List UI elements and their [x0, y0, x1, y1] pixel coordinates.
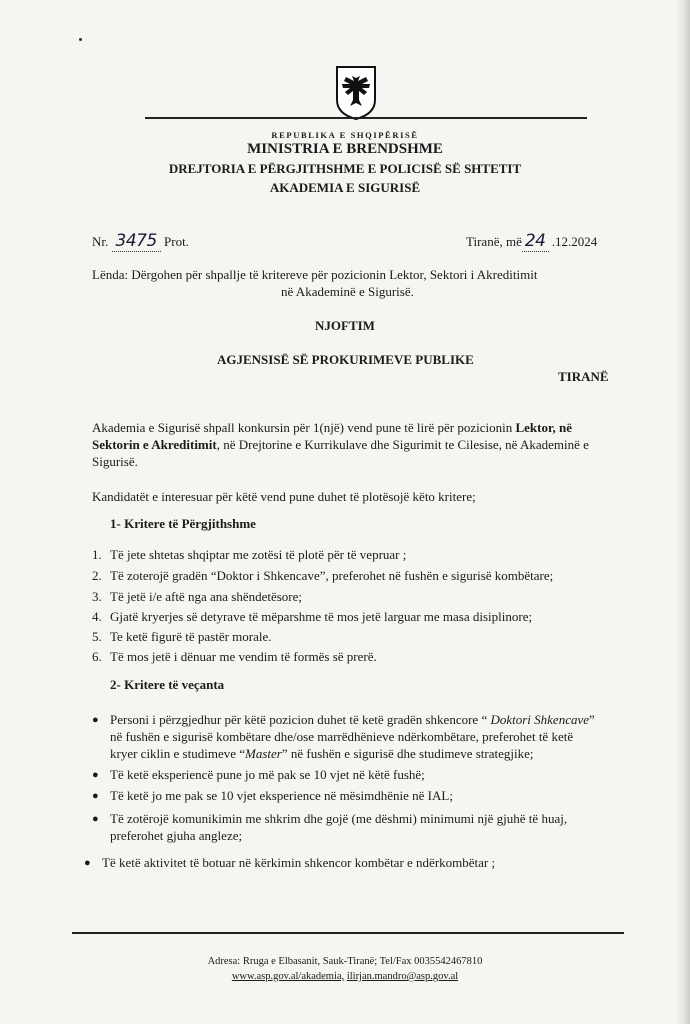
recipient-city: TIRANË [558, 369, 609, 384]
notice-title: NJOFTIM [315, 318, 375, 333]
criteria-1-text-a: Personi i përzgjedhur për këtë pozicion duhet të ketë gradën shkencore “ [110, 712, 491, 727]
list-number: 5. [92, 629, 102, 644]
list-item-text: Të mos jetë i dënuar me vendim të formës së prerë. [110, 649, 377, 664]
footer-address: Adresa: Rruga e Elbasanit, Sauk-Tiranë; Tel/Fax 0035542467810 [207, 956, 483, 967]
bullet-icon: ● [92, 790, 99, 802]
criteria-1-degree-italic: Doktori Shkencave [490, 712, 590, 727]
list-item-text: Të jetë i/e aftë nga ana shëndetësore; [110, 589, 303, 604]
document-date [466, 231, 597, 251]
special-criteria-4-line-1: Të zotërojë komunikimin me shkrim dhe gojë (me dëshmi) minimumi një gjuhë të huaj, [110, 811, 568, 826]
protocol-number [92, 231, 189, 251]
albanian-eagle-emblem-icon [334, 64, 378, 120]
ministry-title: MINISTRIA E BRENDSHME [247, 141, 443, 157]
special-criteria-5: Të ketë aktivitet të botuar në kërkimin shkencor kombëtar e ndërkombëtar ; [102, 855, 496, 870]
special-criteria-3: Të ketë jo me pak se 10 vjet eksperience në mësimdhënie në IAL; [110, 788, 453, 803]
nr-label: Nr. [92, 234, 109, 249]
criteria-1-master-italic: Master [245, 746, 282, 761]
list-number: 3. [92, 589, 102, 604]
section-1-heading: 1- Kritere të Përgjithshme [110, 516, 256, 531]
general-criteria-item [92, 547, 406, 563]
month-year: .12.2024 [551, 234, 598, 249]
day-handwritten-value: 24 [522, 231, 549, 252]
place-label: Tiranë, më [466, 234, 522, 249]
candidates-line: Kandidatët e interesuar për këtë vend pune duhet të plotësojë këto kritere; [92, 489, 476, 504]
header-rule [145, 117, 587, 119]
bullet-icon: ● [92, 813, 99, 825]
intro-line-3: Sigurisë. [92, 454, 138, 469]
subject-line-2: në Akademinë e Sigurisë. [281, 284, 414, 299]
republic-label: REPUBLIKA E SHQIPËRISË [271, 130, 419, 140]
section-2-heading: 2- Kritere të veçanta [110, 677, 225, 692]
scan-edge-shadow [676, 0, 690, 1024]
general-criteria-item [92, 609, 532, 625]
bullet-icon: ● [92, 714, 99, 726]
general-criteria-item [92, 629, 272, 645]
special-criteria-2: Të ketë eksperiencë pune jo më pak se 10 vjet në këtë fushë; [110, 767, 425, 782]
criteria-1-line3-a: kryer ciklin e studimeve “ [110, 746, 246, 761]
list-item-text: Gjatë kryerjes së detyrave të mëparshme të mos jetë larguar me masa disiplinore; [110, 609, 533, 624]
criteria-1-text-c: ” [589, 712, 595, 727]
list-item-text: Te ketë figurë të pastër morale. [110, 629, 272, 644]
list-number: 4. [92, 609, 102, 624]
list-number: 6. [92, 649, 102, 664]
intro-line-1 [92, 420, 572, 436]
intro-text-2: , në Drejtorine e Kurrikulave dhe Sigurimit te Cilesise, në Akademinë e [216, 437, 589, 452]
special-criteria-1-line-1 [110, 712, 595, 728]
subject-line-1: Lënda: Dërgohen për shpallje të kritereve për pozicionin Lektor, Sektori i Akreditimit [92, 267, 538, 282]
list-item-text: Të zoterojë gradën “Doktor i Shkencave”, preferohet në fushën e sigurisë kombëtare; [110, 568, 554, 583]
intro-text-1: Akademia e Sigurisë shpall konkursin për 1(një) vend pune të lirë për pozicionin [92, 420, 516, 435]
intro-sector-bold: Sektorin e Akreditimit [92, 437, 217, 452]
general-criteria-item [92, 589, 302, 605]
bullet-icon: ● [84, 857, 91, 869]
prot-label: Prot. [164, 234, 189, 249]
special-criteria-1-line-2: në fushën e sigurisë kombëtare dhe/ose marrëdhënieve ndërkombëtare, preferohet të ketë [110, 729, 574, 744]
footer-rule [72, 932, 624, 934]
footer-links [0, 971, 690, 982]
academy-title: AKADEMIA E SIGURISË [269, 180, 421, 195]
directorate-title: DREJTORIA E PËRGJITHSHME E POLICISË SË SHTETIT [168, 161, 522, 176]
bullet-icon: ● [92, 769, 99, 781]
list-number: 2. [92, 568, 102, 583]
special-criteria-1-line-3 [110, 746, 533, 762]
email-link[interactable]: ilirjan.mandro@asp.gov.al [346, 971, 459, 982]
general-criteria-item [92, 568, 553, 584]
website-link[interactable]: www.asp.gov.al/akademia, [231, 971, 345, 982]
general-criteria-item [92, 649, 377, 665]
criteria-1-line3-c: ” në fushën e sigurisë dhe studimeve strategjike; [281, 746, 534, 761]
intro-line-2 [92, 437, 589, 453]
recipient-agency: AGJENSISË SË PROKURIMEVE PUBLIKE [217, 352, 474, 367]
intro-position-bold: Lektor, në [515, 420, 573, 435]
list-item-text: Të jete shtetas shqiptar me zotësi të plotë për të vepruar ; [110, 547, 407, 562]
scan-speck [79, 38, 82, 41]
nr-handwritten-value: 3475 [112, 231, 161, 252]
special-criteria-4-line-2: preferohet gjuha angleze; [110, 828, 243, 843]
list-number: 1. [92, 547, 102, 562]
